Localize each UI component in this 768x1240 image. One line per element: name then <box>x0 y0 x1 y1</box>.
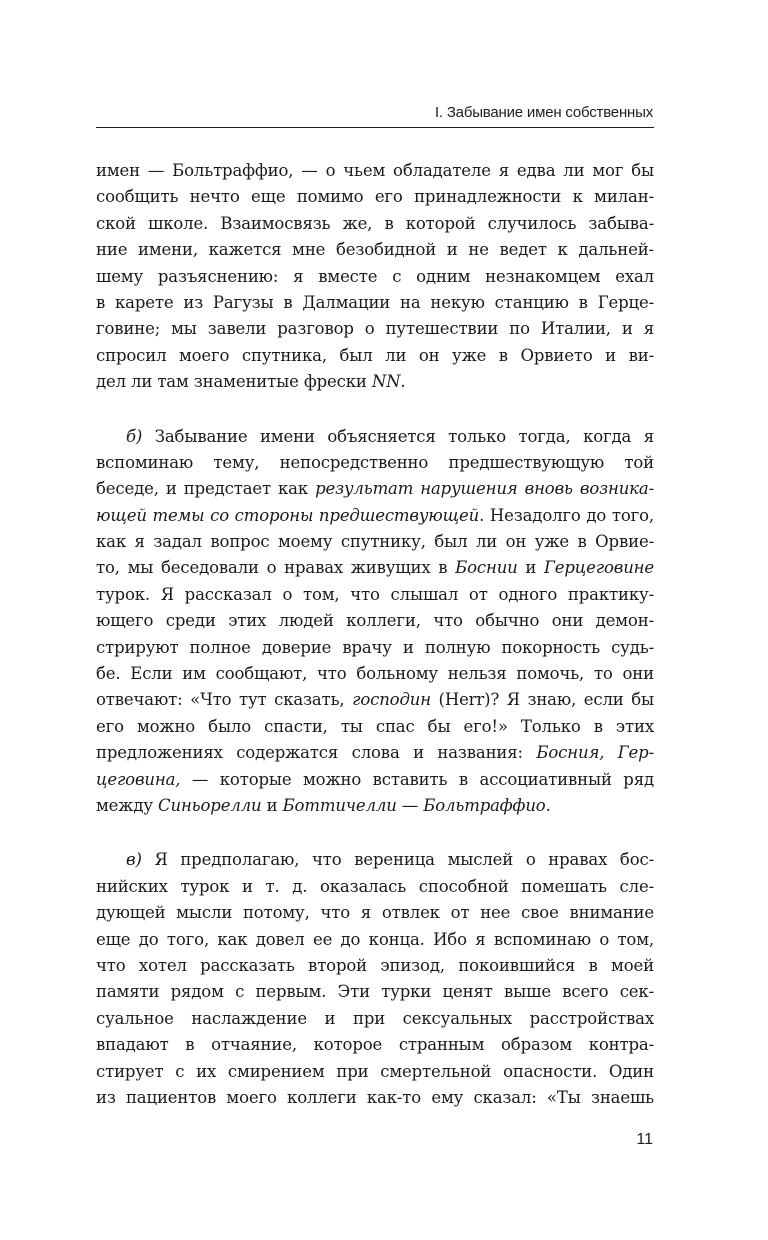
text-run: ющего среди этих людей коллеги, что обычно они демон- <box>96 611 654 631</box>
text-line <box>96 661 654 687</box>
text-run: как я задал вопрос моему спутнику, был ли он уже в Орвие- <box>96 532 654 552</box>
page-number: 11 <box>636 1131 653 1148</box>
text-run: вспоминаю тему, непосредственно предшествующую той <box>96 452 654 472</box>
text-run: Забывание имени объясняется только тогда, когда я <box>142 426 654 446</box>
italic-text: Боснии <box>455 558 518 578</box>
text-run: дел ли там знаменитые фрески <box>96 372 372 392</box>
text-line <box>96 476 654 502</box>
text-line <box>96 529 654 555</box>
text-line <box>96 555 654 581</box>
italic-text: цеговина, <box>96 769 181 789</box>
text-run: . Незадолго до того, <box>479 505 654 525</box>
text-run: еще до того, как довел ее до конца. Ибо я вспоминаю о том, <box>96 929 654 949</box>
italic-text: NN <box>371 372 401 392</box>
italic-text: б) <box>126 426 143 446</box>
text-run: беседе, и предстает как <box>96 479 316 499</box>
text-line <box>96 343 654 369</box>
text-line <box>96 1085 654 1111</box>
text-run: в карете из Рагузы в Далмации на некую станцию в Герце- <box>96 292 654 312</box>
text-line <box>96 424 654 450</box>
italic-text: Босния, Гер- <box>536 743 654 763</box>
italic-text: ющей темы со стороны предшествующей <box>96 505 480 525</box>
text-run: имен — Больтраффио, — о чьем обладателе я едва ли мог бы <box>96 161 654 180</box>
text-run: . <box>545 795 551 815</box>
body-text <box>96 158 654 1111</box>
text-line <box>96 714 654 740</box>
running-head: I. Забывание имен собственных <box>434 104 653 121</box>
text-line <box>96 953 654 979</box>
text-line <box>96 767 654 793</box>
paragraph <box>96 424 654 820</box>
text-run: дующей мысли потому, что я отвлек от нее свое внимание <box>96 903 654 923</box>
text-line <box>96 369 654 395</box>
italic-text: Боттичелли — Больтраффио <box>282 795 546 815</box>
text-line <box>96 793 654 819</box>
italic-text: в) <box>126 850 142 870</box>
text-run: ской школе. Взаимосвязь же, в которой случилось забыва- <box>96 213 654 233</box>
text-run: . <box>400 372 406 392</box>
text-line <box>96 874 654 900</box>
text-run: памяти рядом с первым. Эти турки ценят выше всего сек- <box>96 982 654 1002</box>
text-run: шему разъяснению: я вместе с одним незнакомцем ехал <box>96 266 654 286</box>
text-line <box>96 290 654 316</box>
text-line <box>96 687 654 713</box>
text-run: спросил моего спутника, был ли он уже в Орвието и ви- <box>96 345 654 365</box>
text-line <box>96 316 654 342</box>
text-line <box>96 927 654 953</box>
italic-text: господин <box>352 690 431 710</box>
text-run: впадают в отчаяние, которое странным образом контра- <box>96 1035 654 1055</box>
text-line <box>96 503 654 529</box>
text-run: говине; мы завели разговор о путешествии по Италии, и я <box>96 319 654 339</box>
text-run: Я предполагаю, что вереница мыслей о нравах бос- <box>141 850 654 870</box>
text-run: из пациентов моего коллеги как-то ему сказал: «Ты знаешь <box>96 1087 654 1107</box>
text-line <box>96 264 654 290</box>
paragraph <box>96 158 654 396</box>
text-line <box>96 979 654 1005</box>
text-run: нийских турок и т. д. оказалась способной помешать сле- <box>96 876 654 896</box>
text-line <box>96 158 654 184</box>
paragraph-gap <box>96 819 654 847</box>
text-line <box>96 450 654 476</box>
text-run: сообщить нечто еще помимо его принадлежности к милан- <box>96 187 654 207</box>
text-run: отвечают: «Что тут сказать, <box>96 690 353 710</box>
paragraph-gap <box>96 396 654 424</box>
text-run: стрируют полное доверие врачу и полную покорность судь- <box>96 637 654 657</box>
italic-text: результат нарушения вновь возника- <box>315 479 654 499</box>
text-run: предложениях содержатся слова и названия: <box>96 743 537 763</box>
text-line <box>96 608 654 634</box>
text-line <box>96 635 654 661</box>
text-line <box>96 847 654 873</box>
text-run: ние имени, кажется мне безобидной и не ведет к дальней- <box>96 240 654 260</box>
italic-text: Герцеговине <box>543 558 654 578</box>
text-run: турок. Я рассказал о том, что слышал от одного практику- <box>96 584 654 604</box>
text-line <box>96 740 654 766</box>
text-run: что хотел рассказать второй эпизод, покоившийся в моей <box>96 955 654 975</box>
text-line <box>96 237 654 263</box>
text-line <box>96 211 654 237</box>
text-run: между <box>96 795 158 815</box>
text-run: стирует с их смирением при смертельной опасности. Один <box>96 1061 654 1081</box>
text-run: — которые можно вставить в ассоциативный ряд <box>180 769 654 789</box>
text-line <box>96 184 654 210</box>
header-rule <box>96 127 654 128</box>
text-run: то, мы беседовали о нравах живущих в <box>96 558 456 578</box>
paragraph <box>96 847 654 1111</box>
text-line <box>96 1006 654 1032</box>
text-run: суальное наслаждение и при сексуальных расстройствах <box>96 1008 654 1028</box>
italic-text: Синьорелли <box>158 795 262 815</box>
text-line <box>96 900 654 926</box>
text-run: и <box>261 795 283 815</box>
text-run: и <box>517 558 544 578</box>
text-run: бе. Если им сообщают, что больному нельзя помочь, то они <box>96 664 654 684</box>
text-run: его можно было спасти, ты спас бы его!» Только в этих <box>96 716 654 736</box>
text-line <box>96 582 654 608</box>
text-run: (Herr)? Я знаю, если бы <box>430 690 654 710</box>
text-line <box>96 1059 654 1085</box>
text-line <box>96 1032 654 1058</box>
